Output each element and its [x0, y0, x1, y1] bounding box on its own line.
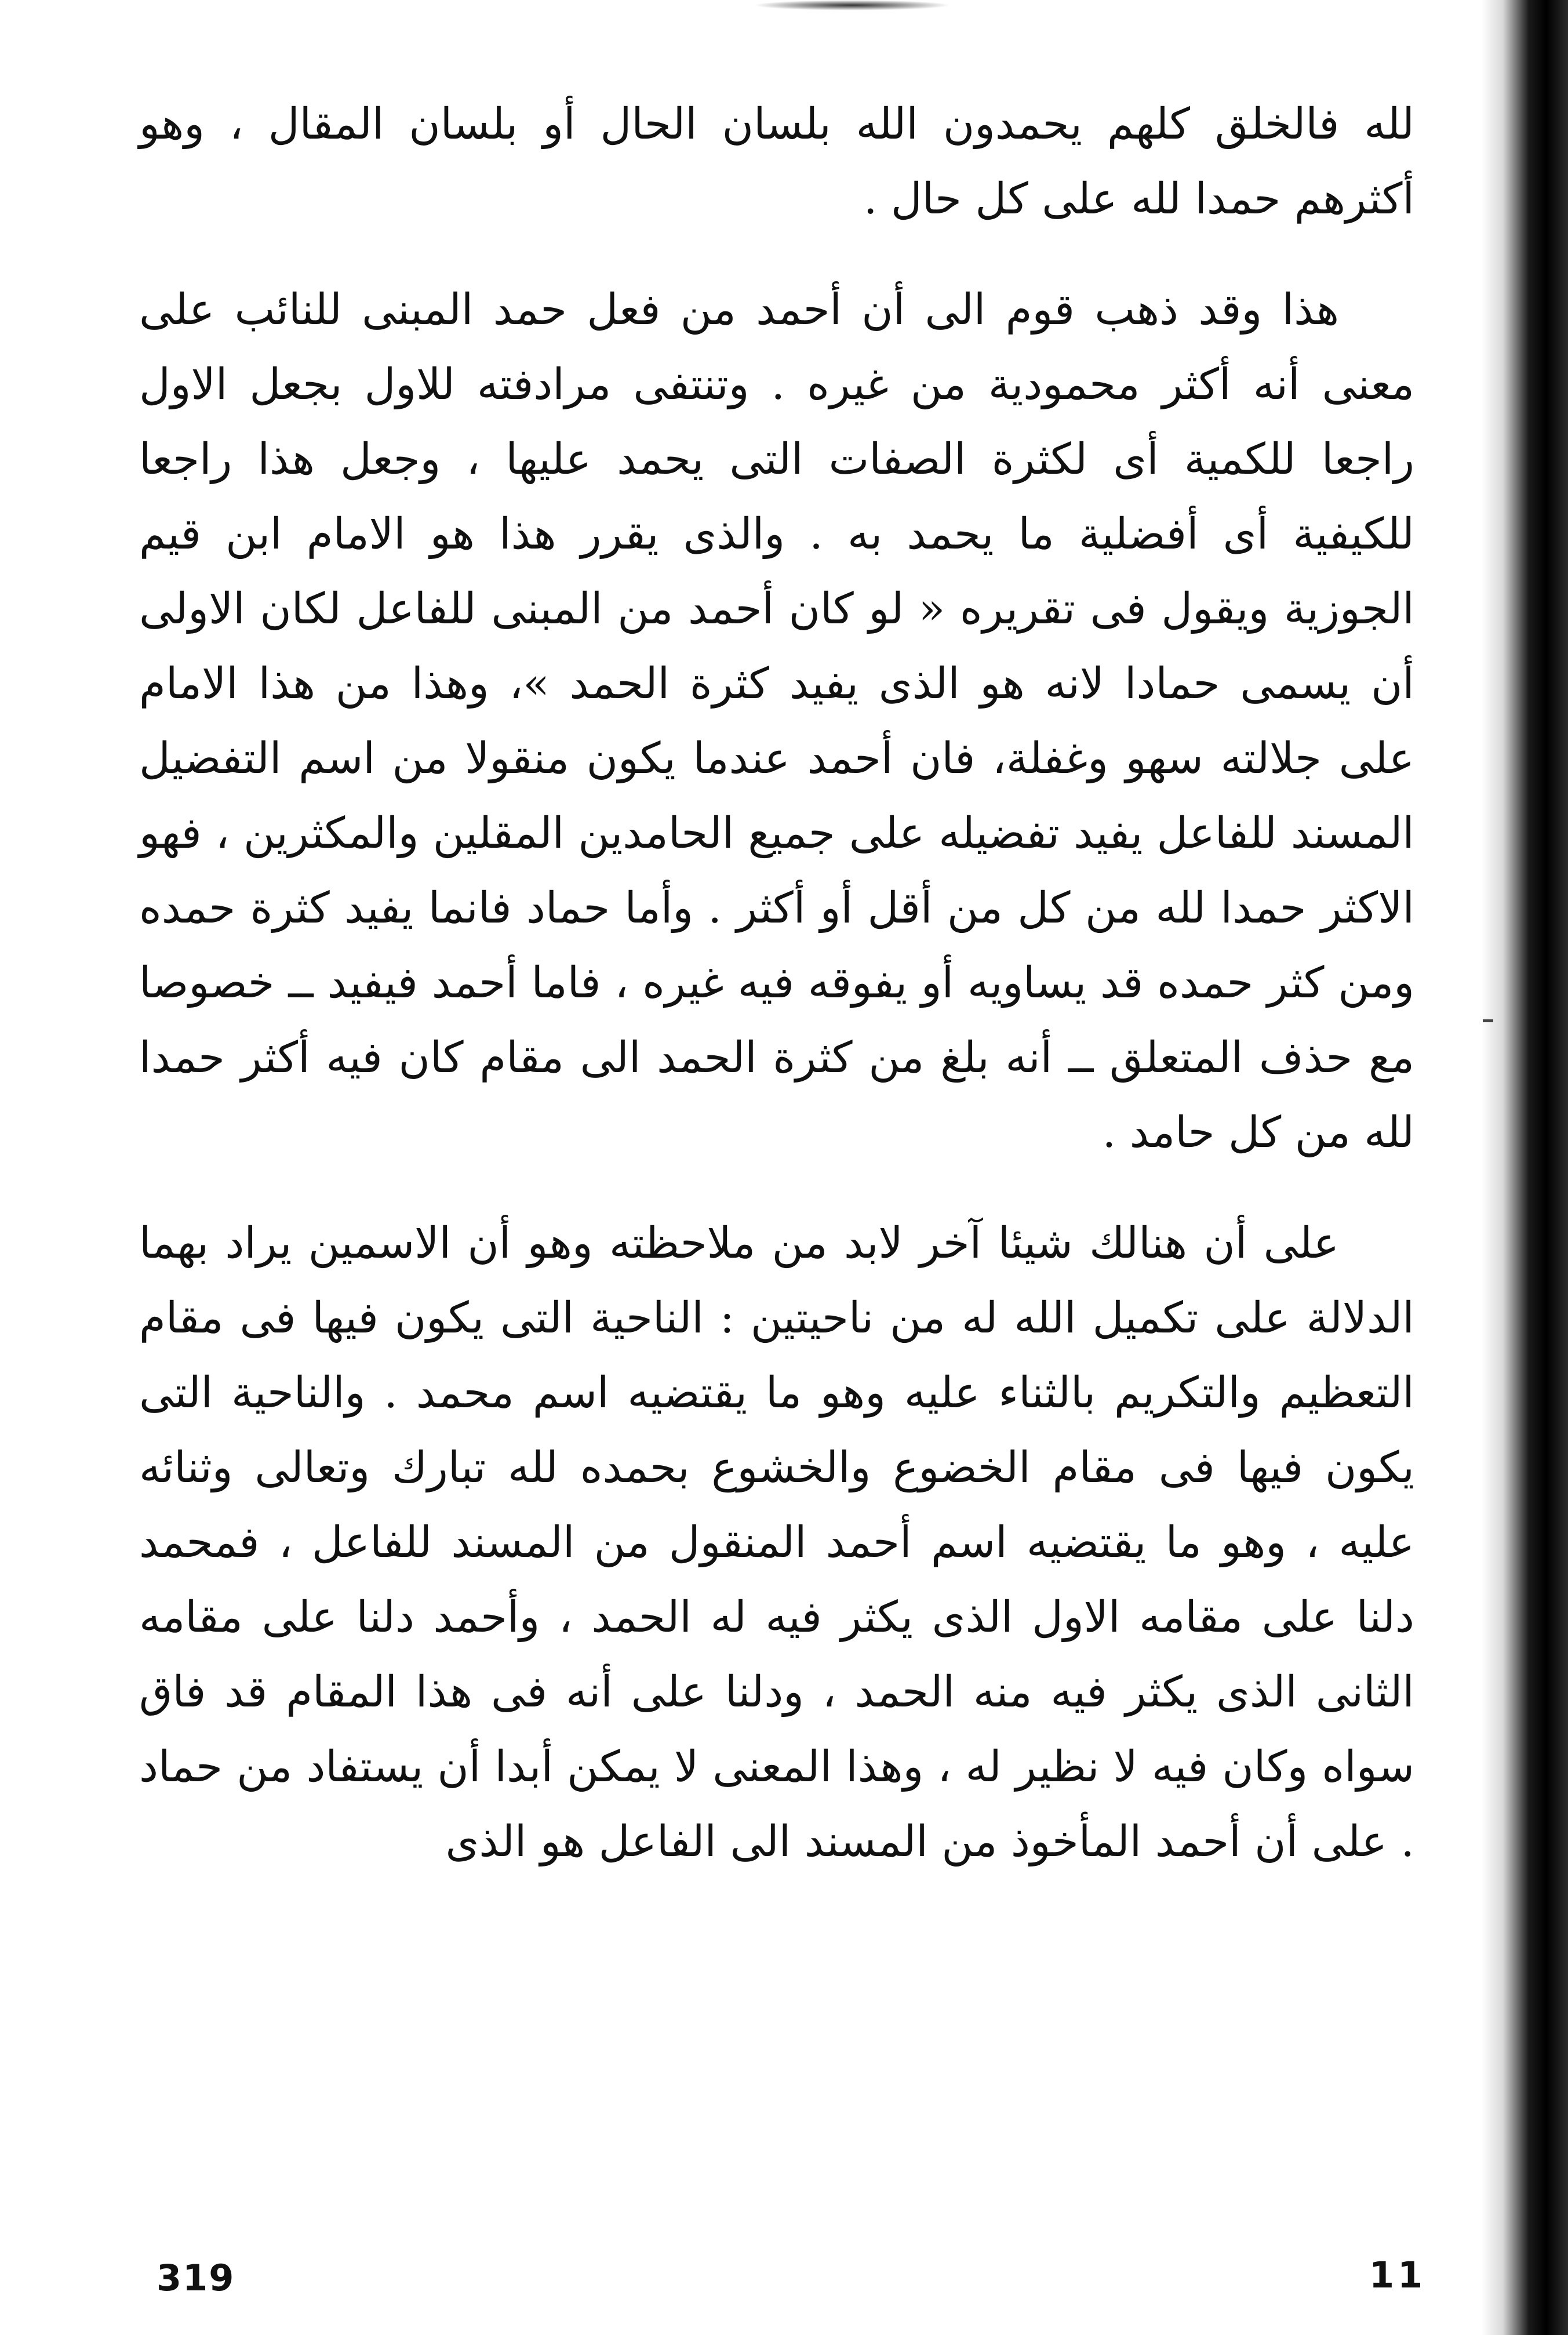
scan-top-shadow — [754, 0, 951, 10]
scan-binding-edge — [1481, 0, 1568, 2335]
body-text — [139, 87, 1414, 1879]
paragraph-continuation: لله فالخلق كلهم يحمدون الله بلسان الحال أو بلسان المقال ، وهو أكثرهم حمدا لله على كل حال . — [139, 99, 1414, 224]
stray-ink-mark — [1483, 1019, 1493, 1022]
page-number-right: 11 — [1369, 2254, 1427, 2296]
page-number-left: 319 — [157, 2257, 235, 2299]
paragraph-ahmad-meaning: هذا وقد ذهب قوم الى أن أحمد من فعل حمد المبنى للنائب على معنى أنه أكثر محمودية من غيره . وتنتفى مرادفته للاول بجعل الاول راجعا للكمية أى لكثرة الصفات التى يحمد عليها ، وجعل هذا راجعا للكيفية أى أفضلية ما يحمد به . والذى يقرر هذا هو الامام ابن قيم الجوزية ويقول فى تقريره « لو كان أحمد من المبنى للفاعل لكان الاولى أن يسمى حمادا لانه هو الذى يفيد كثرة الحمد »، وهذا من هذا الامام على جلالته سهو وغفلة، فان أحمد عندما يكون منقولا من اسم التفضيل المسند للفاعل يفيد تفضيله على جميع الحامدين المقلين والمكثرين ، فهو الاكثر حمدا لله من كل من أقل أو أكثر . وأما حماد فانما يفيد كثرة حمده ومن كثر حمده قد يساويه أو يفوقه فيه غيره ، فاما أحمد فيفيد ــ خصوصا مع حذف المتعلق ــ أنه بلغ من كثرة الحمد الى مقام كان فيه أكثر حمدا لله من كل حامد . — [139, 285, 1415, 1157]
paragraph-two-names: على أن هنالك شيئا آخر لابد من ملاحظته وهو أن الاسمين يراد بهما الدلالة على تكميل الله له من ناحيتين : الناحية التى يكون فيها فى مقام التعظيم والتكريم بالثناء عليه وهو ما يقتضيه اسم محمد . والناحية التى يكون فيها فى مقام الخضوع والخشوع بحمده لله تبارك وتعالى وثنائه عليه ، وهو ما يقتضيه اسم أحمد المنقول من المسند للفاعل ، فمحمد دلنا على مقامه الاول الذى يكثر فيه له الحمد ، وأحمد دلنا على مقامه الثانى الذى يكثر فيه منه الحمد ، ودلنا على أنه فى هذا المقام قد فاق سواه وكان فيه لا نظير له ، وهذا المعنى لا يمكن أبدا أن يستفاد من حماد . على أن أحمد المأخوذ من المسند الى الفاعل هو الذى — [139, 1218, 1414, 1866]
